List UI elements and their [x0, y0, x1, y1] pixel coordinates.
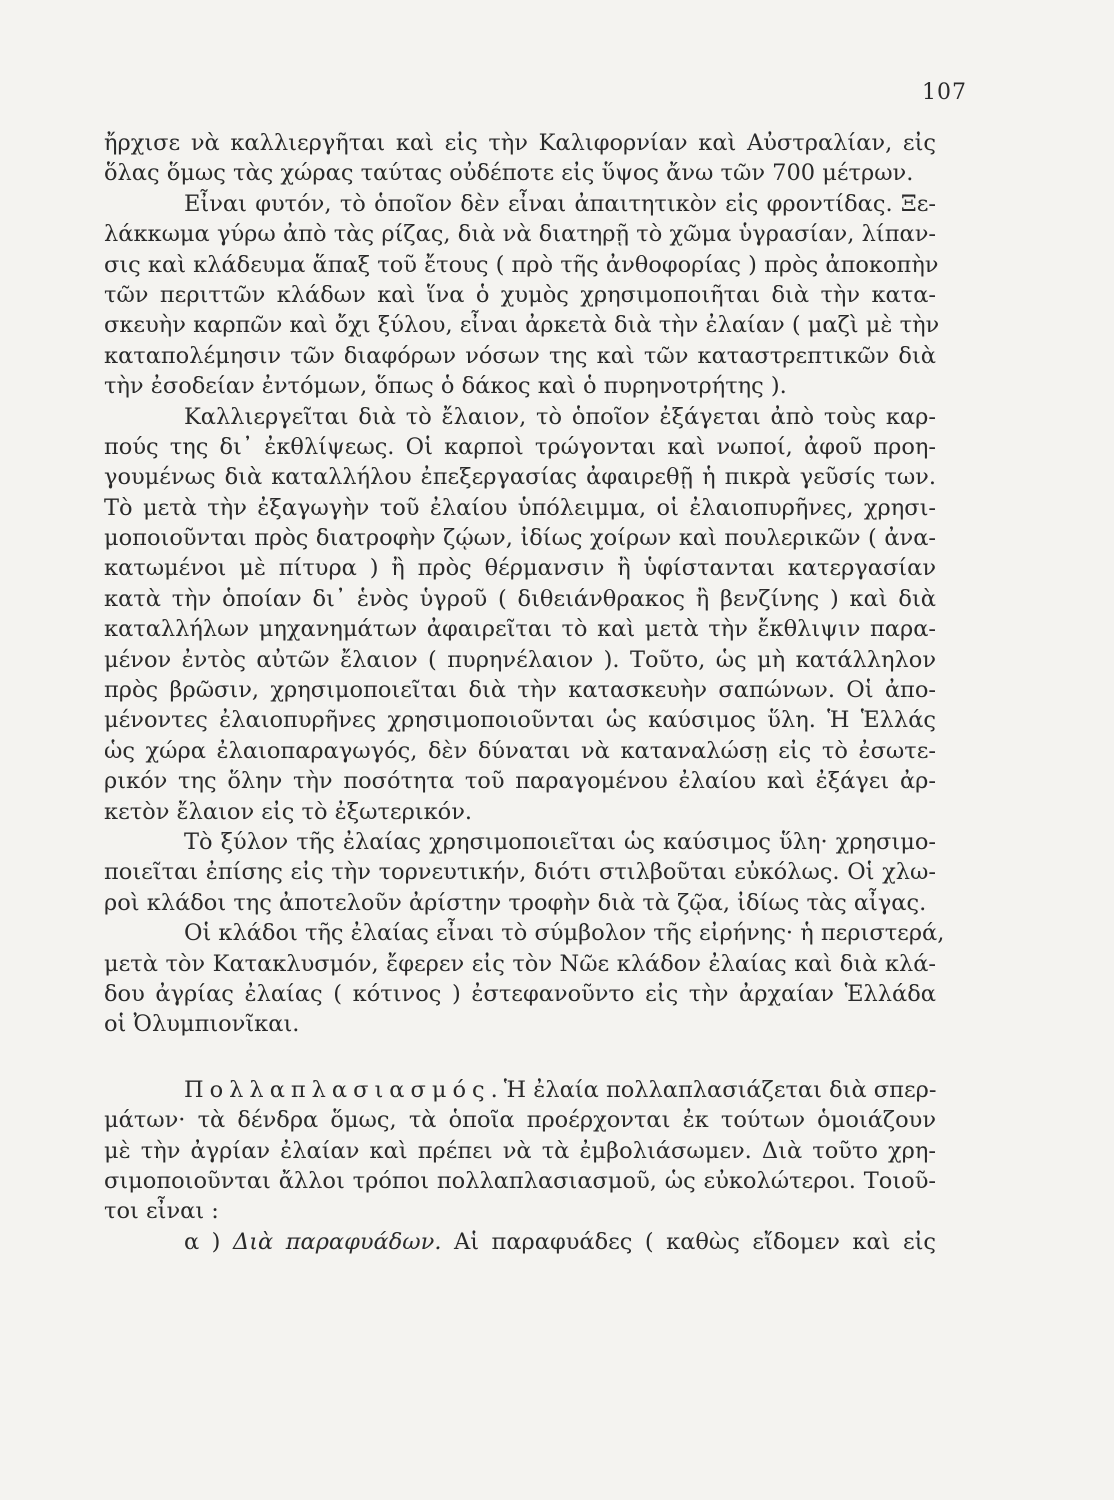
text-line: καταπολέμησιν τῶν διαφόρων νόσων της καὶ τῶν καταστρεπτικῶν διὰ: [104, 342, 936, 369]
paragraph: [104, 1075, 936, 1227]
text-line: σιμοποιοῦνται ἄλλοι τρόποι πολλαπλασιασμοῦ, ὡς εὐκολώτεροι. Τοιοῦ-: [104, 1167, 936, 1194]
text-line: σκευὴν καρπῶν καὶ ὄχι ξύλου, εἶναι ἀρκετὰ διὰ τὴν ἐλαίαν ( μαζὶ μὲ τὴν: [104, 312, 940, 339]
text-line: τῶν περιττῶν κλάδων καὶ ἵνα ὁ χυμὸς χρησιμοποιῆται διὰ τὴν κατα-: [104, 281, 936, 308]
text-line: πούς της δι᾽ ἐκθλίψεως. Οἱ καρποὶ τρώγονται καὶ νωποί, ἀφοῦ προη-: [104, 433, 936, 460]
text-line: Τὸ ξύλον τῆς ἐλαίας χρησιμοποιεῖται ὡς καύσιμος ὕλη· χρησιμο-: [184, 828, 936, 855]
section-heading: Πολλαπλασιασμός.: [184, 1076, 504, 1103]
text-line: μένον ἐντὸς αὐτῶν ἔλαιον ( πυρηνέλαιον ). Τοῦτο, ὡς μὴ κατάλληλον: [104, 646, 936, 673]
text-line: ποιεῖται ἐπίσης εἰς τὴν τορνευτικήν, διότι στιλβοῦται εὐκόλως. Οἱ χλω-: [104, 859, 936, 886]
text-line: σις καὶ κλάδευμα ἅπαξ τοῦ ἔτους ( πρὸ τῆς ἀνθοφορίας ) πρὸς ἀποκοπὴν: [104, 251, 939, 278]
text-line: Οἱ κλάδοι τῆς ἐλαίας εἶναι τὸ σύμβολον τῆς εἰρήνης· ἡ περιστερά,: [184, 920, 945, 947]
text-line: Τὸ μετὰ τὴν ἐξαγωγὴν τοῦ ἐλαίου ὑπόλειμμα, οἱ ἐλαιοπυρῆνες, χρησι-: [104, 494, 936, 521]
text-line: οἱ Ὀλυμπιονῖκαι.: [104, 1011, 300, 1038]
text-fragment: Αἱ παραφυάδες ( καθὼς εἴδομεν καὶ εἰς: [453, 1228, 937, 1255]
paragraph: [104, 189, 940, 402]
text-line: λάκκωμα γύρω ἀπὸ τὰς ρίζας, διὰ νὰ διατηρῇ τὸ χῶμα ὑγρασίαν, λίπαν-: [104, 221, 936, 248]
text-line: τοι εἶναι :: [104, 1198, 219, 1225]
text-line: γουμένως διὰ καταλλήλου ἐπεξεργασίας ἀφαιρεθῇ ἡ πικρὰ γεῦσίς των.: [104, 464, 936, 491]
text-line: ἤρχισε νὰ καλλιεργῆται καὶ εἰς τὴν Καλιφορνίαν καὶ Αὐστραλίαν, εἰς: [104, 130, 936, 156]
text-line: καταλλήλων μηχανημάτων ἀφαιρεῖται τὸ καὶ μετὰ τὴν ἔκθλιψιν παρα-: [104, 616, 936, 643]
text-line: δου ἀγρίας ἐλαίας ( κότινος ) ἐστεφανοῦντο εἰς τὴν ἀρχαίαν Ἑλλάδα: [104, 980, 936, 1007]
paragraph: [104, 827, 936, 918]
text-line: πρὸς βρῶσιν, χρησιμοποιεῖται διὰ τὴν κατασκευὴν σαπώνων. Οἱ ἀπο-: [104, 677, 936, 704]
text-line: [104, 1227, 936, 1257]
subsection-heading: Διὰ παραφυάδων.: [232, 1228, 442, 1255]
section-gap: [104, 1040, 936, 1075]
text-line: μοποιοῦνται πρὸς διατροφὴν ζῴων, ἰδίως χοίρων καὶ πουλερικῶν ( ἀνα-: [104, 525, 936, 552]
text-line: μὲ τὴν ἀγρίαν ἐλαίαν καὶ πρέπει νὰ τὰ ἐμβολιάσωμεν. Διὰ τοῦτο χρη-: [104, 1137, 936, 1164]
text-line: κατὰ τὴν ὁποίαν δι᾽ ἑνὸς ὑγροῦ ( διθειάνθρακος ἢ βενζίνης ) καὶ διὰ: [104, 585, 936, 612]
text-line: ροὶ κλάδοι της ἀποτελοῦν ἀρίστην τροφὴν διὰ τὰ ζῷα, ἰδίως τὰς αἶγας.: [104, 889, 927, 916]
list-label: α ): [184, 1228, 221, 1255]
text-line: ὅλας ὅμως τὰς χώρας ταύτας οὐδέποτε εἰς ὕψος ἄνω τῶν 700 μέτρων.: [104, 160, 914, 187]
text-line: κατωμένοι μὲ πίτυρα ) ἢ πρὸς θέρμανσιν ἢ ὑφίστανται κατεργασίαν: [104, 555, 936, 582]
text-line: μάτων· τὰ δένδρα ὅμως, τὰ ὁποῖα προέρχονται ἐκ τούτων ὁμοιάζουν: [104, 1107, 936, 1134]
page-number: 107: [922, 80, 967, 105]
paragraph: [104, 128, 936, 189]
text-line: ρικόν της ὅλην τὴν ποσότητα τοῦ παραγομένου ἐλαίου καὶ ἐξάγει ἀρ-: [104, 768, 936, 795]
body-text: [104, 128, 945, 1257]
text-line: μετὰ τὸν Κατακλυσμόν, ἔφερεν εἰς τὸν Νῶε κλάδον ἐλαίας καὶ διὰ κλά-: [104, 950, 936, 977]
text-line: [104, 1075, 936, 1105]
text-line: μένοντες ἐλαιοπυρῆνες χρησιμοποιοῦνται ὡς καύσιμος ὕλη. Ἡ Ἑλλάς: [104, 707, 936, 734]
text-line: ὡς χώρα ἐλαιοπαραγωγός, δὲν δύναται νὰ καταναλώσῃ εἰς τὸ ἐσωτε-: [104, 737, 936, 764]
paragraph: [104, 402, 936, 827]
text-fragment: Ἡ ἐλαία πολλαπλασιάζεται διὰ σπερ-: [503, 1076, 937, 1103]
paragraph: [104, 1227, 936, 1257]
text-line: τὴν ἐσοδείαν ἐντόμων, ὅπως ὁ δάκος καὶ ὁ πυρηνοτρήτης ).: [104, 373, 787, 400]
paragraph: [104, 918, 945, 1040]
text-line: Εἶναι φυτόν, τὸ ὁποῖον δὲν εἶναι ἀπαιτητικὸν εἰς φροντίδας. Ξε-: [184, 190, 936, 217]
text-line: Καλλιεργεῖται διὰ τὸ ἔλαιον, τὸ ὁποῖον ἐξάγεται ἀπὸ τοὺς καρ-: [184, 403, 936, 430]
text-line: κετὸν ἔλαιον εἰς τὸ ἐξωτερικόν.: [104, 798, 473, 825]
